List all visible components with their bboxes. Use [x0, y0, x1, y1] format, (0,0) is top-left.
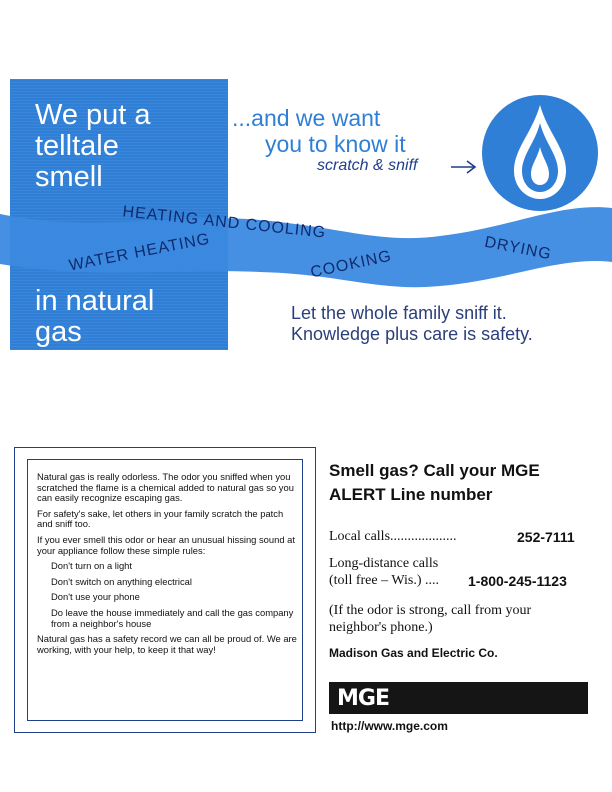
wave-heating-cooling: HEATING AND COOLING [121, 203, 327, 242]
safety-notice [37, 472, 297, 660]
safety-rule: Don't use your phone [51, 591, 140, 603]
notice-paragraph: Natural gas has a safety record we can all be proud of. We are working, with your help, to keep it that way! [37, 633, 297, 655]
local-number-wrap [517, 529, 575, 547]
local-calls-label: Local calls [329, 529, 391, 544]
scratch-sniff-label: scratch & sniff [317, 157, 418, 174]
tagline-line: you to know it [265, 131, 406, 157]
odor-note-line-2: neighbor's phone.) [329, 620, 433, 635]
notice-paragraph: Natural gas is really odorless. The odor you sniffed when you scratched the flame is a chemical added to natural gas so you can easily recognize escaping gas. [37, 471, 294, 504]
safety-rule: Do leave the house immediately and call the gas company from a neighbor's house [51, 606, 294, 629]
arrow-right-icon [450, 160, 478, 174]
long-distance-label-1: Long-distance calls [329, 556, 439, 571]
safety-rule: Don't turn on a light [51, 560, 133, 572]
sniff-line-2: Knowledge plus care is safety. [291, 324, 533, 344]
safety-rule: Don't switch on anything electrical [51, 575, 192, 587]
headline-line: in natural [35, 285, 155, 317]
sniff-line-1: Let the whole family sniff it. [291, 303, 507, 323]
long-number-wrap [468, 573, 567, 591]
sniff-text [291, 303, 533, 345]
alert-title-line: ALERT Line number [329, 485, 493, 504]
wave-drying: DRYING [483, 233, 554, 264]
mge-logo [329, 682, 588, 714]
website-url[interactable]: http://www.mge.com [331, 719, 448, 733]
alert-title-line: Smell gas? Call your MGE [329, 461, 540, 480]
local-calls-row [329, 529, 457, 545]
headline-line: We put a [35, 99, 151, 131]
notice-paragraph: If you ever smell this odor or hear an unusual hissing sound at your appliance follow these simple rules: [37, 533, 295, 556]
toll-free-number: 1-800-245-1123 [468, 573, 567, 589]
long-distance-label-2: (toll free – Wis.) .... [329, 573, 439, 588]
alert-title [329, 459, 540, 507]
gas-flame-drop-icon [480, 93, 600, 213]
wave-cooking: COOKING [309, 247, 394, 282]
headline-line: telltale [35, 130, 119, 162]
mge-logo-text: MGE [337, 686, 389, 711]
local-calls-dots: ................... [390, 529, 457, 544]
headline-top [35, 100, 151, 193]
wave-water-heating: WATER HEATING [67, 230, 212, 275]
headline-bottom [35, 286, 154, 348]
company-name: Madison Gas and Electric Co. [329, 646, 498, 660]
tagline-line: ...and we want [232, 105, 381, 131]
headline-line: gas [35, 316, 82, 348]
odor-note-line-1: (If the odor is strong, call from your [329, 603, 532, 618]
headline-line: smell [35, 161, 103, 193]
local-phone-number: 252-7111 [517, 529, 575, 545]
notice-paragraph: For safety's sake, let others in your family scratch the patch and sniff too. [37, 507, 284, 530]
